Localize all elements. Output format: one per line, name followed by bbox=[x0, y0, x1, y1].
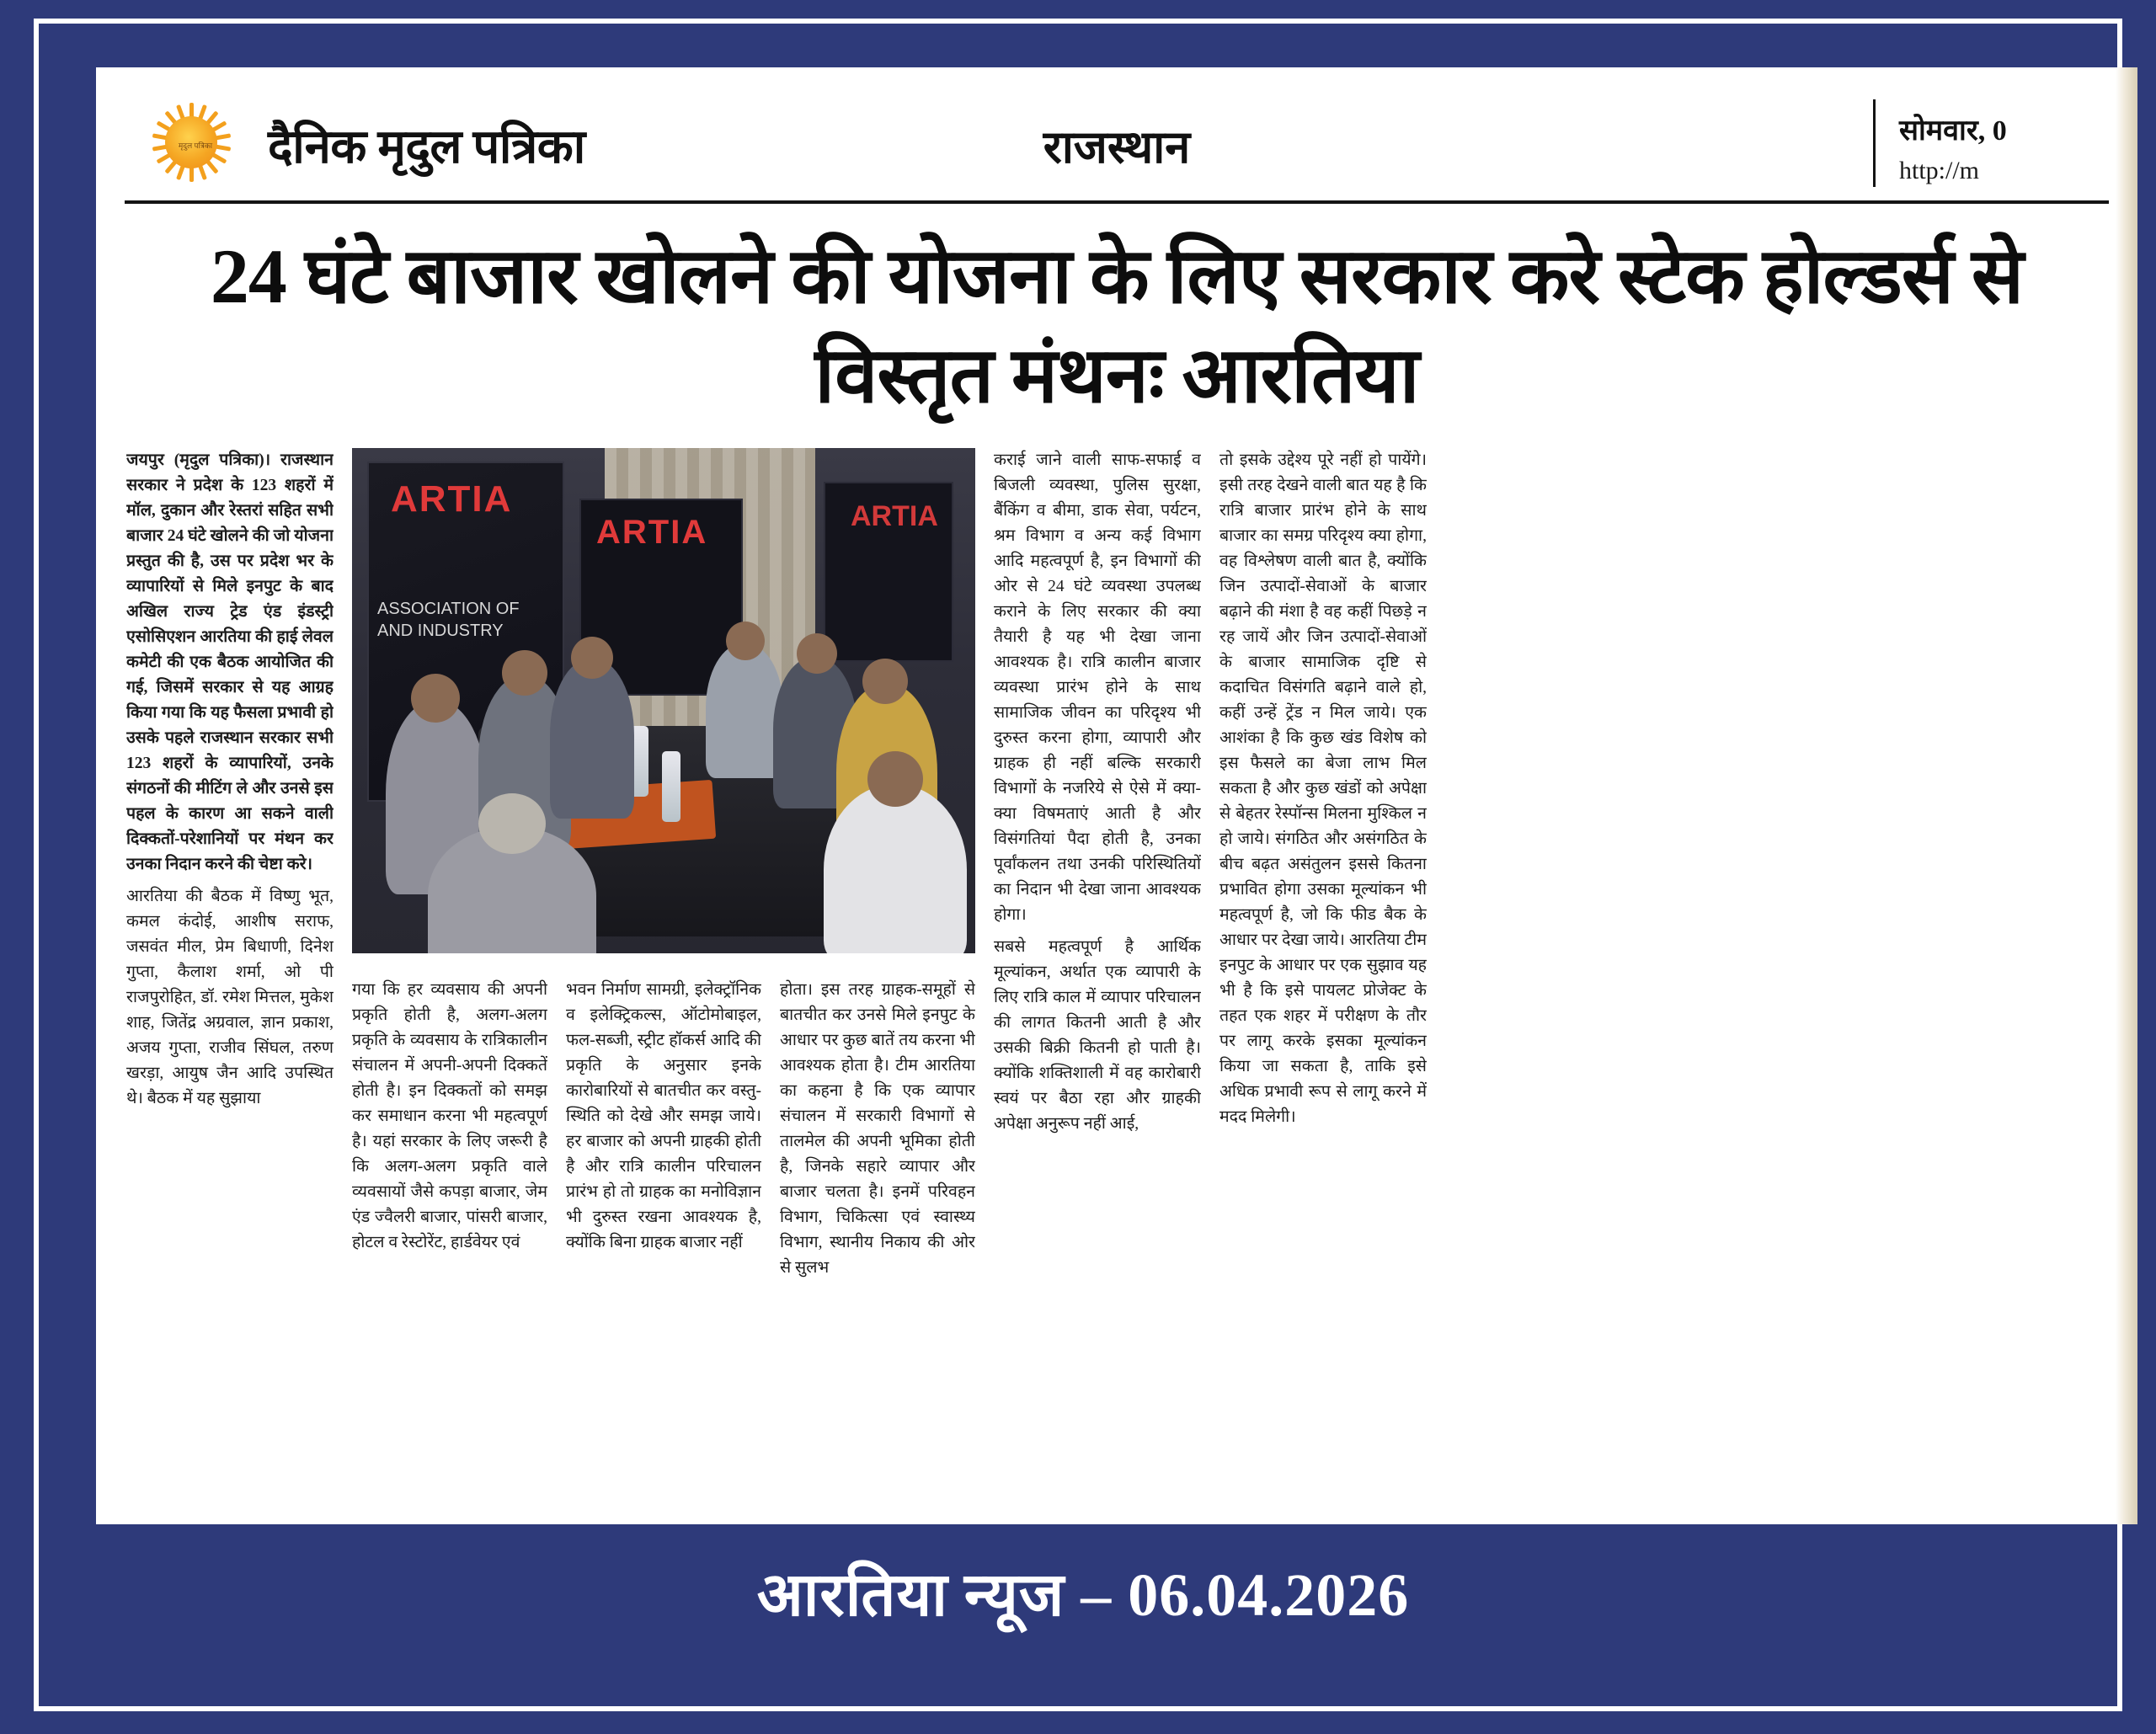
photo-person-head bbox=[862, 659, 908, 704]
column-3-para-1: भवन निर्माण सामग्री, इलेक्ट्रॉनिक व इलेक्ट्रिकल्स, ऑटोमोबाइल, फल-सब्जी, स्ट्रीट हॉकर्स आदि की प्रकृति के अनुसार इनके कारोबारियों से बातचीत कर वस्तु-स्थिति को देखे और समझ जाये। हर बाजार को अपनी ग्राहकी होती है और रात्रि कालीन परिचालन प्रारंभ हो तो ग्राहक का मनोविज्ञान भी दुरुस्त रखना आवश्यक है, क्योंकि बिना ग्राहक बाजार नहीं bbox=[566, 981, 761, 1251]
publication-date: सोमवार, 0 bbox=[1899, 115, 2007, 147]
date-box bbox=[1873, 99, 2126, 187]
column-5 bbox=[994, 448, 1201, 1417]
column-center bbox=[352, 448, 975, 1417]
column-1-para-2: आरतिया की बैठक में विष्णु भूत, कमल कंदोई, आशीष सराफ, जसवंत मील, प्रेम बिधाणी, दिनेश गुप्ता, कैलाश शर्मा, ओ पी राजपुरोहित, डॉ. रमेश मित्तल, मुकेश शाह, जितेंद्र अग्रवाल, ज्ञान प्रकाश, अजय गुप्ता, राजीव सिंघल, तरुण खरड़ा, आयुष जैन आदि उपस्थित थे। बैठक में यह सुझाया bbox=[126, 887, 334, 1107]
footer-caption: आरतिया न्यूज – 06.04.2026 bbox=[756, 1561, 1410, 1629]
photo-person-head bbox=[726, 622, 765, 660]
newspaper-clipping bbox=[96, 67, 2137, 1524]
column-5-para-2: सबसे महत्वपूर्ण है आर्थिक मूल्यांकन, अर्थात एक व्यापारी के लिए रात्रि काल में व्यापार परिचालन की लागत कितनी आती है और उसकी बिक्री कितनी हो पाती है। क्योंकि शक्तिशाली में वह कारोबारी स्वयं पर बैठा रहा और ग्राहकी अपेक्षा अनुरूप नहीं आई, bbox=[994, 937, 1201, 1133]
photo-person-head bbox=[478, 793, 546, 854]
banner-left-subtext: ASSOCIATION OF AND INDUSTRY bbox=[377, 599, 520, 640]
center-subcolumns bbox=[352, 962, 975, 1298]
column-4-para-1: होता। इस तरह ग्राहक-समूहों से बातचीत कर उनसे मिले इनपुट के आधार पर कुछ बातें तय करना भी आवश्यक होता है। टीम आरतिया का कहना है कि एक व्यापार संचालन में सरकारी विभागों से तालमेल की अपनी भूमिका होती है, जिनके सहारे व्यापार और बाजार चलता है। इनमें परिवहन विभाग, चिकित्सा एवं स्वास्थ्य विभाग, स्थानीय निकाय की ओर से सुलभ bbox=[780, 981, 975, 1277]
banner-right-text: ARTIA bbox=[851, 499, 938, 532]
photo-person-head bbox=[571, 637, 613, 679]
photo-person bbox=[550, 659, 634, 819]
column-5-para-1: कराई जाने वाली साफ-सफाई व बिजली व्यवस्था, पुलिस सुरक्षा, बैंकिंग व बीमा, डाक सेवा, पर्यटन, श्रम विभाग व अन्य कई विभाग आदि महत्वपूर्ण है, इन विभागों की ओर से 24 घंटे व्यवस्था उपलब्ध कराने के लिए सरकार की क्या तैयारी है यह भी देखा जाना आवश्यक है। रात्रि कालीन बाजार व्यवस्था प्रारंभ होने के साथ सामाजिक जीवन का परिदृश्य भी दुरुस्त करना होगा, व्यापारी और ग्राहक ही नहीं बल्कि सरकारी विभागों के नजरिये से ऐसे में क्या-क्या विषमताएं आती है और विसंगतियां पैदा होती है, उनका पूर्वांकलन तथा उनकी परिस्थितियों का निदान भी देखा जाना आवश्यक होगा। bbox=[994, 451, 1201, 924]
logo-caption: मृदुल पत्रिका bbox=[178, 141, 213, 150]
photo-banner-right bbox=[824, 482, 953, 662]
edition-label: राजस्थान bbox=[1043, 122, 1191, 173]
photo-person bbox=[706, 643, 783, 778]
column-1-para-1: जयपुर (मृदुल पत्रिका)। राजस्थान सरकार ने प्रदेश के 123 शहरों में मॉल, दुकान और रेस्तरां सहित सभी बाजार 24 घंटे खोलने की जो योजना प्रस्तुत की है, उस पर प्रदेश भर के व्यापारियों से मिले इनपुट के बाद अखिल राज्य ट्रेड एंड इंडस्ट्री एसोसिएशन आरतिया की हाई लेवल कमेटी की एक बैठक आयोजित की गई, जिसमें सरकार से यह आग्रह किया गया कि यह फैसला प्रभावी हो उसके पहले राजस्थान सरकार सभी 123 शहरों के व्यापारियों, उनके संगठनों की मीटिंग ले और उनसे इस पहल के कारण आ सकने वाली दिक्कतों-परेशानियों पर मंथन कर उनका निदान करने की चेष्टा करे। bbox=[126, 451, 334, 873]
sun-icon bbox=[140, 98, 251, 192]
photo-person bbox=[824, 785, 967, 953]
column-2 bbox=[352, 962, 547, 1298]
banner-middle-text: ARTIA bbox=[596, 513, 708, 551]
website-url: http://m bbox=[1899, 157, 1980, 184]
photo-person-head bbox=[797, 633, 837, 674]
column-2-para-1: गया कि हर व्यवसाय की अपनी प्रकृति होती है, अलग-अलग प्रकृति के व्यवसाय के रात्रिकालीन संचालन में अपनी-अपनी दिक्कतें होती है। इन दिक्कतों को समझ कर समाधान करना भी महत्वपूर्ण है। यहां सरकार के लिए जरूरी है कि अलग-अलग प्रकृति वाले व्यवसायों जैसे कपड़ा बाजार, जेम एंड ज्वैलरी बाजार, पांसरी बाजार, होटल व रेस्टोरेंट, हार्डवेयर एवं bbox=[352, 981, 547, 1251]
photo-person-head bbox=[411, 674, 460, 723]
footer-caption-band bbox=[62, 1513, 2104, 1673]
column-3 bbox=[566, 962, 761, 1298]
meeting-photo bbox=[352, 448, 975, 953]
banner-left-text: ARTIA bbox=[391, 478, 513, 520]
photo-person-head bbox=[502, 650, 547, 696]
photo-bottle bbox=[662, 751, 680, 822]
column-1 bbox=[126, 448, 334, 1417]
scan-edge bbox=[2116, 67, 2137, 1524]
column-6-para-1: तो इसके उद्देश्य पूरे नहीं हो पायेंगे। इसी तरह देखने वाली बात यह है कि रात्रि बाजार प्रारंभ होने के साथ बाजार का समग्र परिदृश्य क्या होगा, वह विश्लेषण वाली बात है, क्योंकि जिन उत्पादों-सेवाओं के बाजार बढ़ाने की मंशा है वह कहीं पिछड़े न रह जायें और जिन उत्पादों-सेवाओं के बाजार सामाजिक दृष्टि से कदाचित विसंगति बढ़ाने वाले हो, कहीं उन्हें ट्रेंड न मिल जाये। एक आशंका है कि कुछ खंड विशेष को इस फैसले का बेजा लाभ मिल सकता है और कुछ खंडों को अपेक्षा से बेहतर रेस्पॉन्स मिलना मुश्किल न हो जाये। संगठित और असंगठित के बीच बढ़त असंतुलन इससे कितना प्रभावित होगा उसका मूल्यांकन भी महत्वपूर्ण है, जो कि फीड बैक के आधार पर देखा जाये। आरतिया टीम इनपुट के आधार पर एक सुझाव यह भी है कि इसे पायलट प्रोजेक्ट के तहत एक शहर में परीक्षण के तौर पर लागू करके इसका मूल्यांकन किया जा सकता है, ताकि इसे अधिक प्रभावी रूप से लागू करने में मदद मिलेगी। bbox=[1219, 451, 1427, 1126]
column-6 bbox=[1219, 448, 1427, 1417]
paper-title: दैनिक मृदुल पत्रिका bbox=[268, 121, 585, 173]
photo-person-head bbox=[867, 751, 923, 807]
article-headline: 24 घंटे बाजार खोलने की योजना के लिए सरकार करे स्टेक होल्डर्स से विस्तृत मंथनः आरतिया bbox=[210, 233, 2024, 419]
decorative-frame bbox=[34, 19, 2122, 1711]
article-body bbox=[126, 448, 2107, 1417]
column-4 bbox=[780, 962, 975, 1298]
masthead bbox=[125, 89, 2109, 204]
